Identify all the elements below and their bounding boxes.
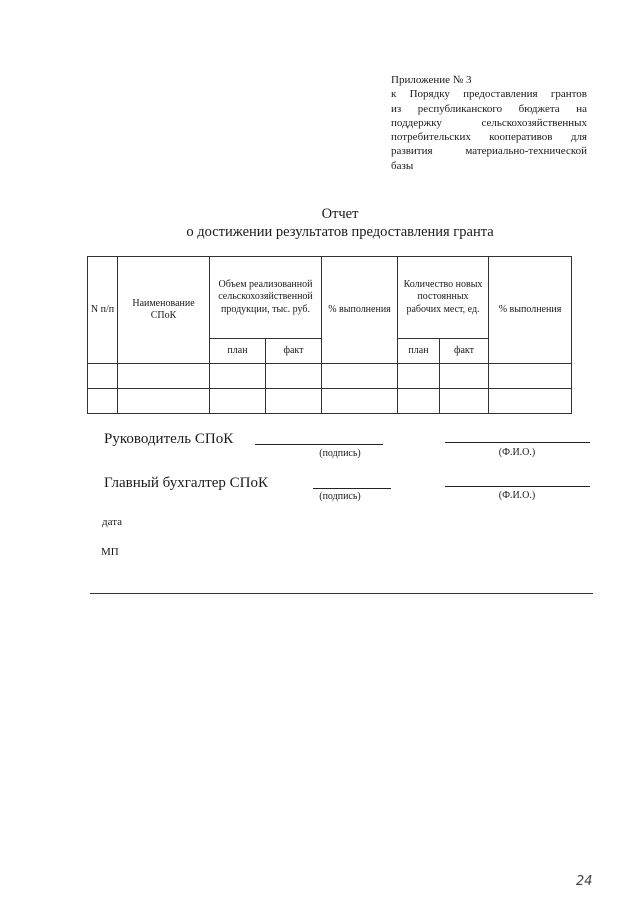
appendix-line: развития материально-технической [391, 145, 587, 158]
stamp-label: МП [101, 546, 119, 558]
chief-fio-caption: (Ф.И.О.) [498, 490, 536, 501]
chief-signature-caption: (подпись) [319, 491, 361, 502]
head-label: Руководитель СПоК [104, 431, 234, 447]
table-cell [266, 389, 322, 414]
header-percent-volume: % выполнения [322, 257, 398, 364]
table-row [88, 389, 572, 414]
header-jobs: Количество новых постоянных рабочих мест, ед. [398, 257, 489, 339]
table-cell [266, 364, 322, 389]
appendix-line: к Порядку предоставления грантов [391, 88, 587, 101]
appendix-header [391, 73, 587, 173]
table-cell [440, 389, 489, 414]
table-cell [398, 389, 440, 414]
chief-fio-line [445, 486, 590, 487]
table-cell [398, 364, 440, 389]
table-cell [322, 389, 398, 414]
table-cell [489, 389, 572, 414]
chief-signature-line [313, 488, 391, 489]
header-volume: Объем реализованной сельскохозяйственной продукции, тыс. руб. [210, 257, 322, 339]
table-cell [489, 364, 572, 389]
head-signature-line [255, 444, 383, 445]
head-signature-caption: (подпись) [319, 448, 361, 459]
date-label: дата [102, 516, 123, 528]
header-num: N п/п [88, 257, 118, 364]
document-subtitle: о достижении результатов предоставления гранта [186, 224, 494, 240]
appendix-line: поддержку сельскохозяйственных [391, 116, 587, 129]
page-number: 24 [576, 874, 593, 889]
table-cell [88, 389, 118, 414]
header-plan-volume: план [210, 339, 266, 364]
report-table [87, 256, 572, 414]
table-cell [322, 364, 398, 389]
header-percent-jobs: % выполнения [489, 257, 572, 364]
appendix-line: Приложение № 3 [391, 74, 472, 86]
table-cell [88, 364, 118, 389]
appendix-line: базы [391, 159, 414, 172]
head-fio-line [445, 442, 590, 443]
table-cell [118, 389, 210, 414]
table-row [88, 364, 572, 389]
head-fio-caption: (Ф.И.О.) [498, 447, 536, 458]
document-title: Отчет [321, 206, 359, 222]
divider [90, 593, 593, 594]
header-fact-jobs: факт [440, 339, 489, 364]
appendix-line: из республиканского бюджета на [391, 102, 587, 115]
header-name: Наименование СПоК [118, 257, 210, 364]
table-cell [210, 364, 266, 389]
table-cell [210, 389, 266, 414]
header-fact-volume: факт [266, 339, 322, 364]
appendix-line: потребительских кооперативов для [391, 131, 587, 144]
header-plan-jobs: план [398, 339, 440, 364]
table-cell [440, 364, 489, 389]
chief-accountant-label: Главный бухгалтер СПоК [104, 475, 268, 491]
table-cell [118, 364, 210, 389]
